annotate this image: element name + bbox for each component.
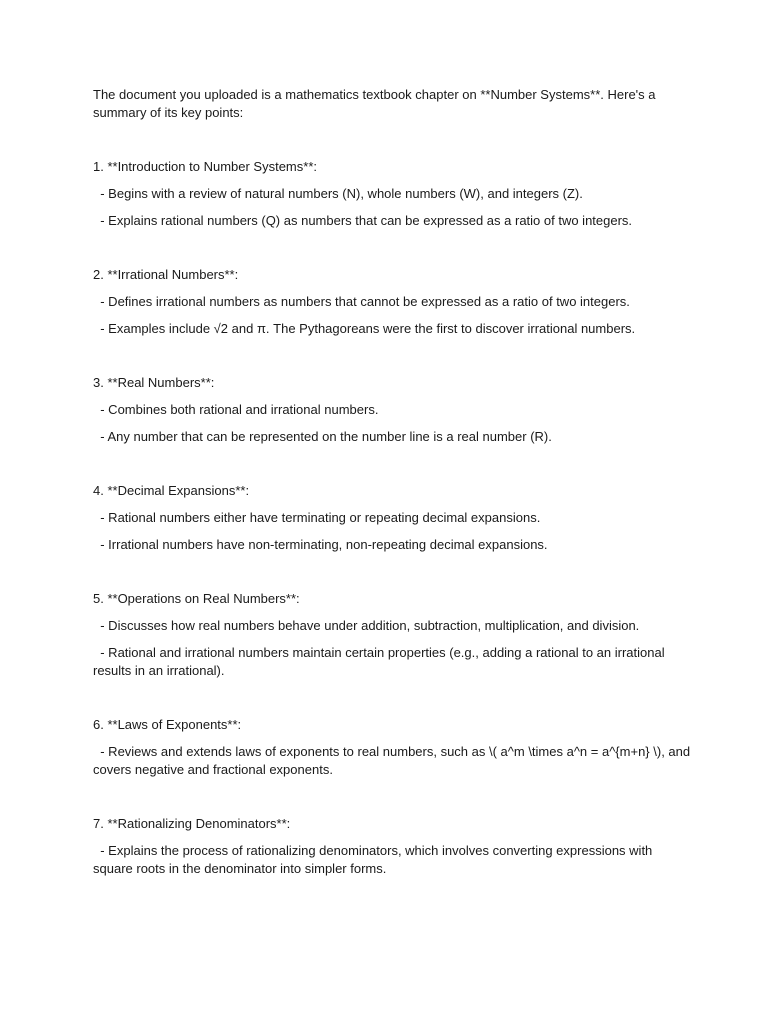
bullet-point: - Explains the process of rationalizing denominators, which involves converting expressions with square roots in the denominator into simpler forms. [93, 843, 656, 876]
bullet-point: - Rational and irrational numbers maintain certain properties (e.g., adding a rational to an irrational results in an irrational). [93, 645, 669, 678]
bullet-point: - Any number that can be represented on the number line is a real number (R). [93, 429, 552, 444]
intro-paragraph: The document you uploaded is a mathematics textbook chapter on **Number Systems**. Here's a summary of its key points: [93, 87, 656, 120]
bullet-point: - Begins with a review of natural numbers (N), whole numbers (W), and integers (Z). [93, 186, 583, 201]
section-real-numbers [93, 374, 693, 446]
section-introduction-to-number-systems [93, 158, 693, 230]
section-irrational-numbers [93, 266, 693, 338]
section-rationalizing-denominators [93, 815, 693, 878]
section-operations-on-real-numbers [93, 590, 693, 680]
bullet-point: - Reviews and extends laws of exponents to real numbers, such as \( a^m \times a^n = a^{m+n} \), and covers negative and fractional exponents. [93, 744, 694, 777]
section-heading: 4. **Decimal Expansions**: [93, 483, 250, 498]
bullet-point: - Discusses how real numbers behave under addition, subtraction, multiplication, and division. [93, 618, 640, 633]
document-body [93, 86, 693, 914]
section-heading: 1. **Introduction to Number Systems**: [93, 159, 317, 174]
bullet-point: - Rational numbers either have terminating or repeating decimal expansions. [93, 510, 541, 525]
section-heading: 6. **Laws of Exponents**: [93, 717, 242, 732]
bullet-point: - Explains rational numbers (Q) as numbers that can be expressed as a ratio of two integers. [93, 213, 633, 228]
bullet-point: - Combines both rational and irrational numbers. [93, 402, 379, 417]
bullet-point: - Examples include √2 and π. The Pythagoreans were the first to discover irrational numbers. [93, 321, 636, 336]
section-heading: 3. **Real Numbers**: [93, 375, 215, 390]
section-decimal-expansions [93, 482, 693, 554]
bullet-point: - Defines irrational numbers as numbers that cannot be expressed as a ratio of two integers. [93, 294, 630, 309]
section-heading: 2. **Irrational Numbers**: [93, 267, 239, 282]
section-heading: 5. **Operations on Real Numbers**: [93, 591, 300, 606]
bullet-point: - Irrational numbers have non-terminating, non-repeating decimal expansions. [93, 537, 548, 552]
section-laws-of-exponents [93, 716, 693, 779]
section-heading: 7. **Rationalizing Denominators**: [93, 816, 291, 831]
